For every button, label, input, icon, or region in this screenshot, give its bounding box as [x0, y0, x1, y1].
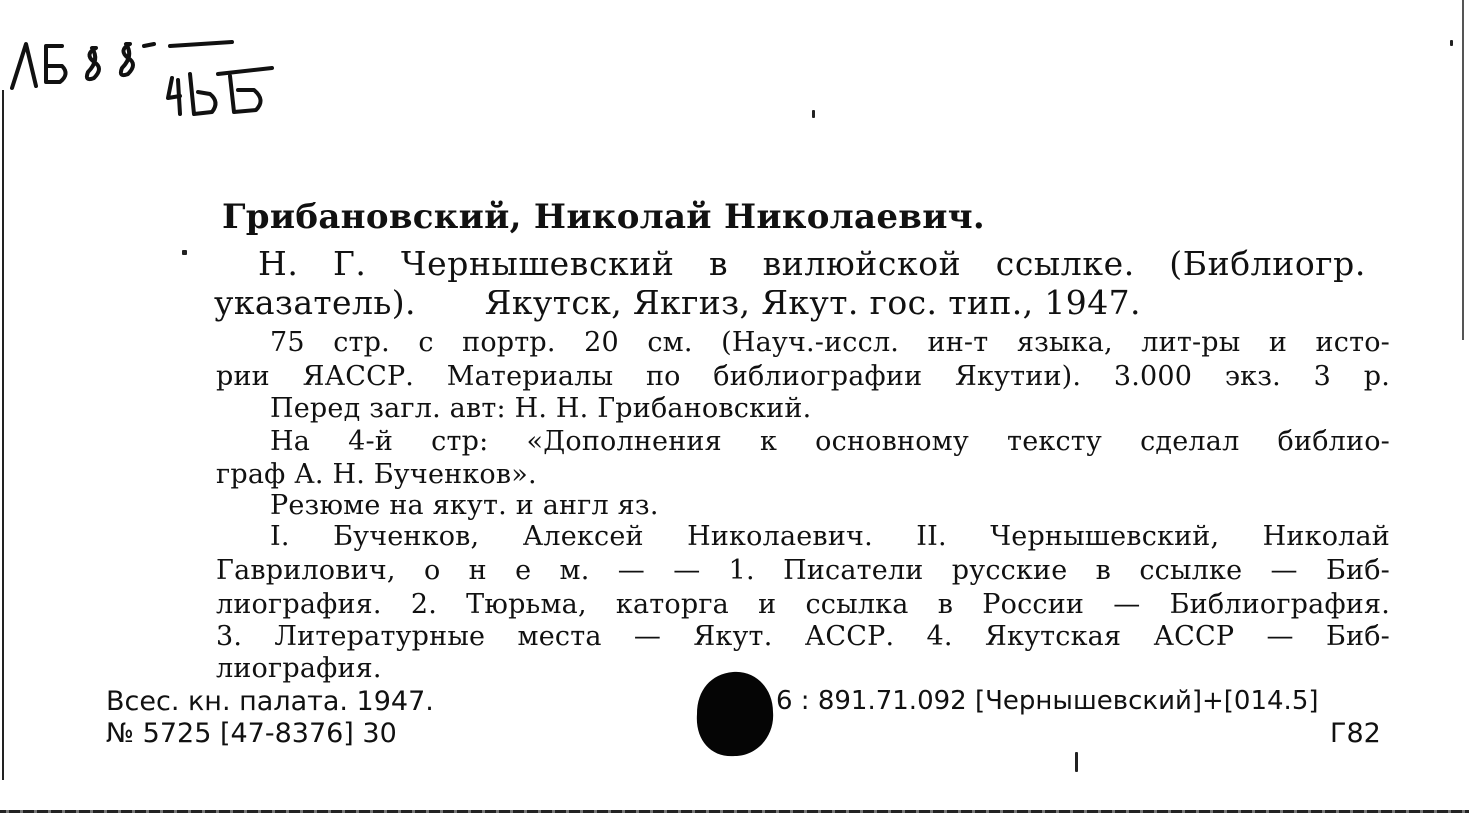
ink-speck: [812, 110, 815, 118]
author-mark: Г82: [1330, 718, 1381, 749]
subject-line-4: [216, 623, 1390, 650]
ink-speck: [1075, 752, 1078, 772]
handwritten-call-number: [4, 30, 294, 130]
card-right-edge: [1462, 0, 1464, 340]
card-left-edge: [2, 90, 4, 780]
note-supplement-line-2: граф А. Н. Бученков».: [216, 459, 537, 490]
subject-line-1: [270, 523, 1390, 550]
subject-line-3: [216, 591, 1390, 618]
note-supplement-line-1-text: На 4-й стр: «Дополнения к основному тексту сделал библио-: [270, 426, 1390, 457]
subject-line-2: [216, 557, 1390, 584]
note-supplement-line-1: [270, 428, 1390, 455]
title-line-1: [258, 244, 1366, 283]
author-heading: Грибановский, Николай Николаевич.: [222, 197, 986, 237]
description-line-1: [270, 329, 1390, 356]
title-line-2: [214, 283, 1141, 322]
book-chamber-label: Всес. кн. палата. 1947.: [106, 686, 434, 717]
note-preface: Перед загл. авт: Н. Н. Грибановский.: [270, 393, 812, 424]
description-line-1-text: 75 стр. с портр. 20 см. (Науч.-иссл. ин-т языка, лит-ры и истo-: [270, 327, 1390, 358]
subject-line-4-text: 3. Литературные места — Якут. АССР. 4. Якутская АССР — Биб-: [216, 621, 1390, 652]
subject-line-3-text: лиография. 2. Тюрьма, каторга и ссылка в России — Библиография.: [216, 589, 1390, 620]
description-line-2-text: рии ЯАССР. Материалы по библиографии Якутии). 3.000 экз. 3 р.: [216, 361, 1390, 392]
ink-speck: [1450, 40, 1453, 46]
subject-line-2-text: Гаврилович, о н е м. — — 1. Писатели русские в ссылке — Биб-: [216, 555, 1390, 586]
classification-index: 6 : 891.71.092 [Чернышевский]+[014.5]: [776, 686, 1319, 716]
title-line-2-text: указатель).: [214, 283, 416, 322]
card-number: № 5725 [47-8376] 30: [106, 718, 397, 749]
card-bottom-edge: [0, 810, 1469, 813]
ink-blot: [693, 670, 775, 758]
imprint-text: Якутск, Якгиз, Якут. гос. тип., 1947.: [484, 283, 1141, 322]
subject-line-5: лиография.: [216, 653, 382, 684]
note-summary: Резюме на якут. и англ яз.: [270, 490, 659, 521]
subject-line-1-text: I. Бученков, Алексей Николаевич. II. Чернышевский, Николай: [270, 521, 1390, 552]
description-line-2: [216, 363, 1390, 390]
title-line-1-text: Н. Г. Чернышевский в вилюйской ссылке. (Библиогр.: [258, 244, 1366, 283]
ink-speck: [182, 250, 187, 255]
